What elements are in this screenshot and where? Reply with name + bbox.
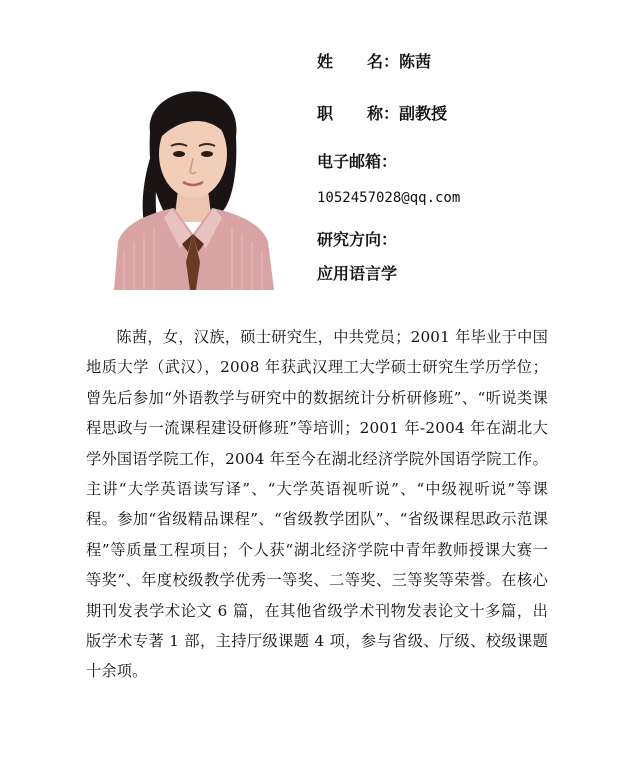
title-row [317,104,447,124]
title-label-2: 称： [367,104,400,123]
name-label-1: 姓 [317,52,334,71]
research-value: 应用语言学 [317,264,398,283]
name-value: 陈茜 [399,52,432,71]
bio-paragraph: 陈茜，女，汉族，硕士研究生，中共党员；2001 年毕业于中国地质大学（武汉），2008 年获武汉理工大学硕士研究生学历学位；曾先后参加“外语教学与研究中的数据统计分析研修班”、“听说类课程思政与一流课程建设研修班”等培训；2001 年-2004 年在湖北大学外国语学院工作，2004 年至今在湖北经济学院外国语学院工作。主讲“大学英语读写译”、“大学英语视听说”、“中级视听说”等课程。参加“省级精品课程”、“省级教学团队”、“省级课程思政示范课程”等质量工程项目；个人获“湖北经济学院中青年教师授课大赛一等奖”、年度校级教学优秀一等奖、二等奖、三等奖等荣誉。在核心期刊发表学术论文 6 篇，在其他省级学术刊物发表论文十多篇，出版学术专著 1 部，主持厅级课题 4 项，参与省级、厅级、校级课题十余项。 [86,328,548,681]
research-label: 研究方向： [317,230,398,249]
name-label-2: 名： [367,52,400,71]
email-value: 1052457028@qq.com [317,190,461,206]
title-label-1: 职 [317,104,334,123]
title-value: 副教授 [399,104,448,123]
profile-photo [104,62,282,290]
email-label: 电子邮箱： [317,152,398,171]
name-row [317,52,431,72]
